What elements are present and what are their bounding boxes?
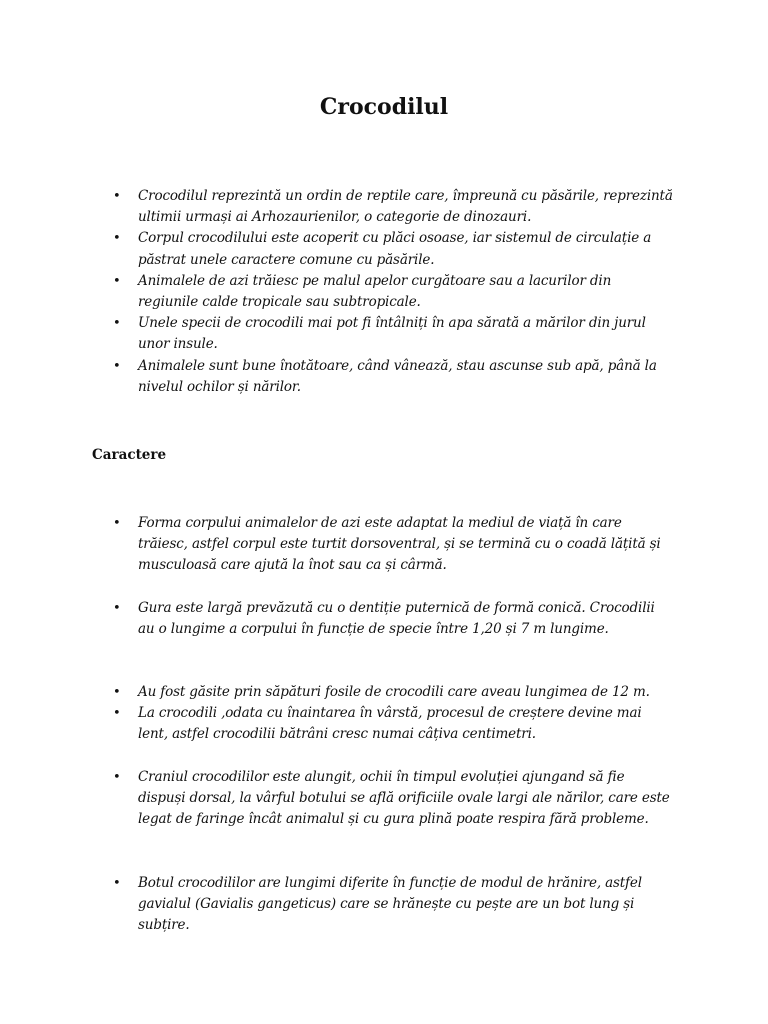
page-title: Crocodilul bbox=[319, 94, 449, 120]
list-item bbox=[113, 703, 673, 745]
list-item bbox=[113, 186, 673, 228]
list-item-text: Forma corpului animalelor de azi este adaptat la mediul de viață în care trăiesc, astfel corpul este turtit dorsoventral, și se termină cu o coadă lățită și musculoasă care ajută la înot sau ca și cârmă. bbox=[138, 515, 661, 574]
bullet-icon: • bbox=[113, 685, 121, 700]
list-item bbox=[113, 356, 673, 398]
list-item bbox=[113, 682, 673, 703]
caractere-bullet-list-1 bbox=[113, 513, 673, 577]
bullet-icon: • bbox=[113, 876, 121, 891]
list-item-text: La crocodili ,odata cu înaintarea în vârstă, procesul de creștere devine mai lent, astfel crocodilii bătrâni cresc numai câțiva centimetri. bbox=[138, 705, 642, 743]
list-item bbox=[113, 873, 673, 937]
bullet-icon: • bbox=[113, 706, 121, 722]
list-item bbox=[113, 228, 673, 270]
bullet-icon: • bbox=[113, 770, 121, 785]
list-item-text: Animalele de azi trăiesc pe malul apelor curgătoare sau a lacurilor din regiunile calde tropicale sau subtropicale. bbox=[138, 272, 612, 311]
bullet-icon: • bbox=[113, 358, 121, 374]
caractere-bullet-list-2 bbox=[113, 598, 673, 640]
list-item bbox=[113, 513, 673, 577]
list-item-text: Gura este largă prevăzută cu o dentiție puternică de formă conică. Crocodilii au o lungime a corpului în funcție de specie între 1,20 și 7 m lungime. bbox=[138, 600, 655, 638]
caractere-bullet-list-4 bbox=[113, 767, 673, 831]
caractere-bullet-list-3 bbox=[113, 682, 673, 746]
section-heading-caractere: Caractere bbox=[92, 447, 167, 463]
list-item-text: Botul crocodililor are lungimi diferite în funcție de modul de hrănire, astfel gavialul (Gavialis gangeticus) care se hrănește cu pește are un bot lung și subțire. bbox=[138, 875, 642, 934]
bullet-icon: • bbox=[113, 273, 121, 289]
list-item-text: Unele specii de crocodili mai pot fi întâlniți în apa sărată a mărilor din jurul unor insule. bbox=[138, 315, 646, 353]
list-item bbox=[113, 313, 673, 355]
intro-bullet-list bbox=[113, 186, 673, 398]
list-item-text: Craniul crocodililor este alungit, ochii în timpul evoluției ajungand să fie dispuși dorsal, la vârful botului se află orificiile ovale largi ale nărilor, care este legat de faringe încât animalul și cu gura plină poate respira fără probleme. bbox=[138, 769, 670, 828]
list-item-text: Crocodilul reprezintă un ordin de reptile care, împreună cu păsările, reprezintă ultimii urmași ai Arhozaurienilor, o categorie de dinozauri. bbox=[138, 188, 673, 226]
bullet-icon: • bbox=[113, 189, 121, 204]
list-item bbox=[113, 271, 673, 313]
list-item-text: Au fost găsite prin săpături fosile de crocodili care aveau lungimea de 12 m. bbox=[138, 684, 650, 700]
bullet-icon: • bbox=[113, 316, 121, 332]
bullet-icon: • bbox=[113, 516, 121, 531]
bullet-icon: • bbox=[113, 231, 121, 247]
bullet-icon: • bbox=[113, 601, 121, 616]
caractere-bullet-list-5 bbox=[113, 873, 673, 937]
list-item bbox=[113, 767, 673, 831]
list-item-text: Corpul crocodilului este acoperit cu plăci osoase, iar sistemul de circulație a păstrat unele caractere comune cu păsările. bbox=[138, 230, 652, 268]
list-item-text: Animalele sunt bune înotătoare, când vânează, stau ascunse sub apă, până la nivelul ochilor și nărilor. bbox=[138, 357, 657, 395]
list-item bbox=[113, 598, 673, 640]
